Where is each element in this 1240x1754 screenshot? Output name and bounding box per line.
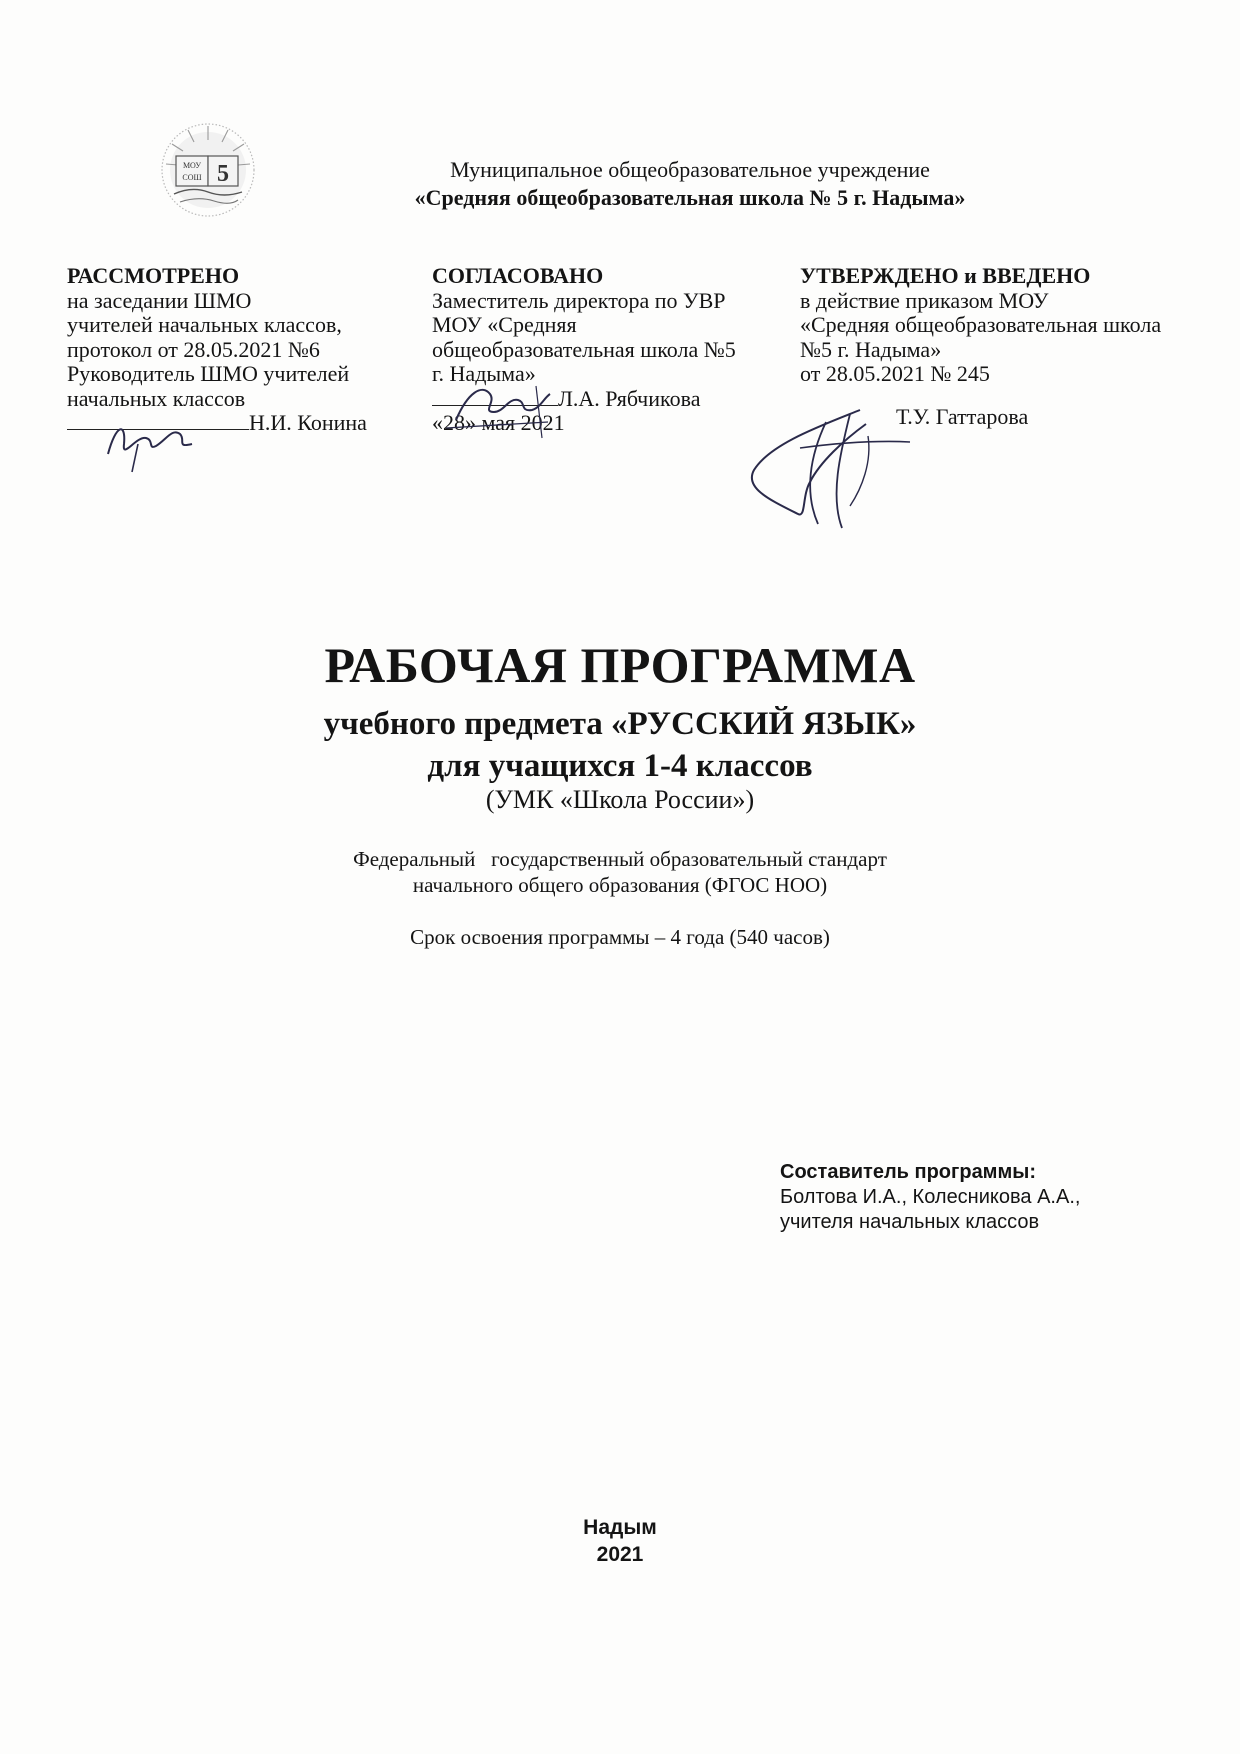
document-standard [0, 846, 1240, 898]
approval-approved-signer: Т.У. Гаттарова [896, 403, 1029, 429]
approval-approved [800, 264, 1200, 429]
approval-agreed-line: МОУ «Средняя [432, 312, 577, 337]
approval-agreed-heading: СОГЛАСОВАНО [432, 263, 604, 288]
approval-reviewed-line: Руководитель ШМО учителей [67, 361, 350, 386]
document-term: Срок освоения программы – 4 года (540 часов) [410, 925, 830, 949]
approval-approved-signature-row [800, 405, 1200, 430]
school-emblem-icon [158, 120, 258, 220]
approval-agreed-line: г. Надыма» [432, 361, 536, 386]
approval-reviewed-signature-row [67, 411, 387, 436]
program-composer-names: Болтова И.А., Колесникова А.А., [780, 1186, 1081, 1208]
approval-reviewed-line: на заседании ШМО [67, 287, 252, 313]
program-composer-heading: Составитель программы: [780, 1161, 1037, 1183]
approval-reviewed-signer: Н.И. Конина [249, 410, 367, 435]
document-standard-line: Федеральный государственный образовательный стандарт [353, 847, 887, 871]
approval-reviewed [67, 264, 387, 436]
approval-agreed [432, 264, 762, 436]
emblem-number: 5 [217, 161, 229, 187]
emblem-text-bottom: СОШ [182, 173, 202, 182]
program-composer [780, 1160, 1200, 1235]
approval-reviewed-line: протокол от 28.05.2021 №6 [67, 336, 320, 362]
signature-line [432, 387, 558, 406]
organization-header [360, 156, 1020, 212]
organization-type: Муниципальное общеобразовательное учреждение [450, 157, 930, 182]
approval-agreed-line: общеобразовательная школа №5 [432, 336, 736, 362]
document-subject: учебного предмета «РУССКИЙ ЯЗЫК» [323, 706, 917, 742]
document-umk: (УМК «Школа России») [485, 785, 755, 814]
approval-agreed-signature-row [432, 387, 762, 412]
document-standard-line: начального общего образования (ФГОС НОО) [412, 873, 828, 897]
approval-approved-line: в действие приказом МОУ [800, 287, 1049, 313]
approval-reviewed-line: учителей начальных классов, [67, 312, 342, 337]
approval-agreed-signer: Л.А. Рябчикова [558, 385, 701, 411]
approval-agreed-line: Заместитель директора по УВР [432, 287, 726, 313]
document-footer [0, 1514, 1240, 1568]
signature-gap [800, 406, 896, 424]
approval-reviewed-line: начальных классов [67, 385, 246, 411]
signature-line [67, 411, 249, 430]
approval-approved-line: от 28.05.2021 № 245 [800, 361, 990, 386]
approval-approved-line: №5 г. Надыма» [800, 336, 942, 362]
document-city: Надым [583, 1516, 657, 1539]
document-year: 2021 [596, 1543, 644, 1566]
program-composer-role: учителя начальных классов [780, 1211, 1040, 1233]
approval-approved-heading: УТВЕРЖДЕНО и ВВЕДЕНО [800, 263, 1091, 288]
document-title: РАБОЧАЯ ПРОГРАММА [324, 637, 916, 693]
organization-name: «Средняя общеобразовательная школа № 5 г. Надыма» [414, 185, 966, 210]
approval-agreed-date: «28» мая 2021 [432, 410, 565, 435]
approval-reviewed-heading: РАССМОТРЕНО [67, 263, 240, 288]
emblem-text-top: МОУ [182, 161, 202, 170]
document-grades: для учащихся 1-4 классов [427, 748, 813, 784]
approval-approved-line: «Средняя общеобразовательная школа [800, 312, 1162, 337]
